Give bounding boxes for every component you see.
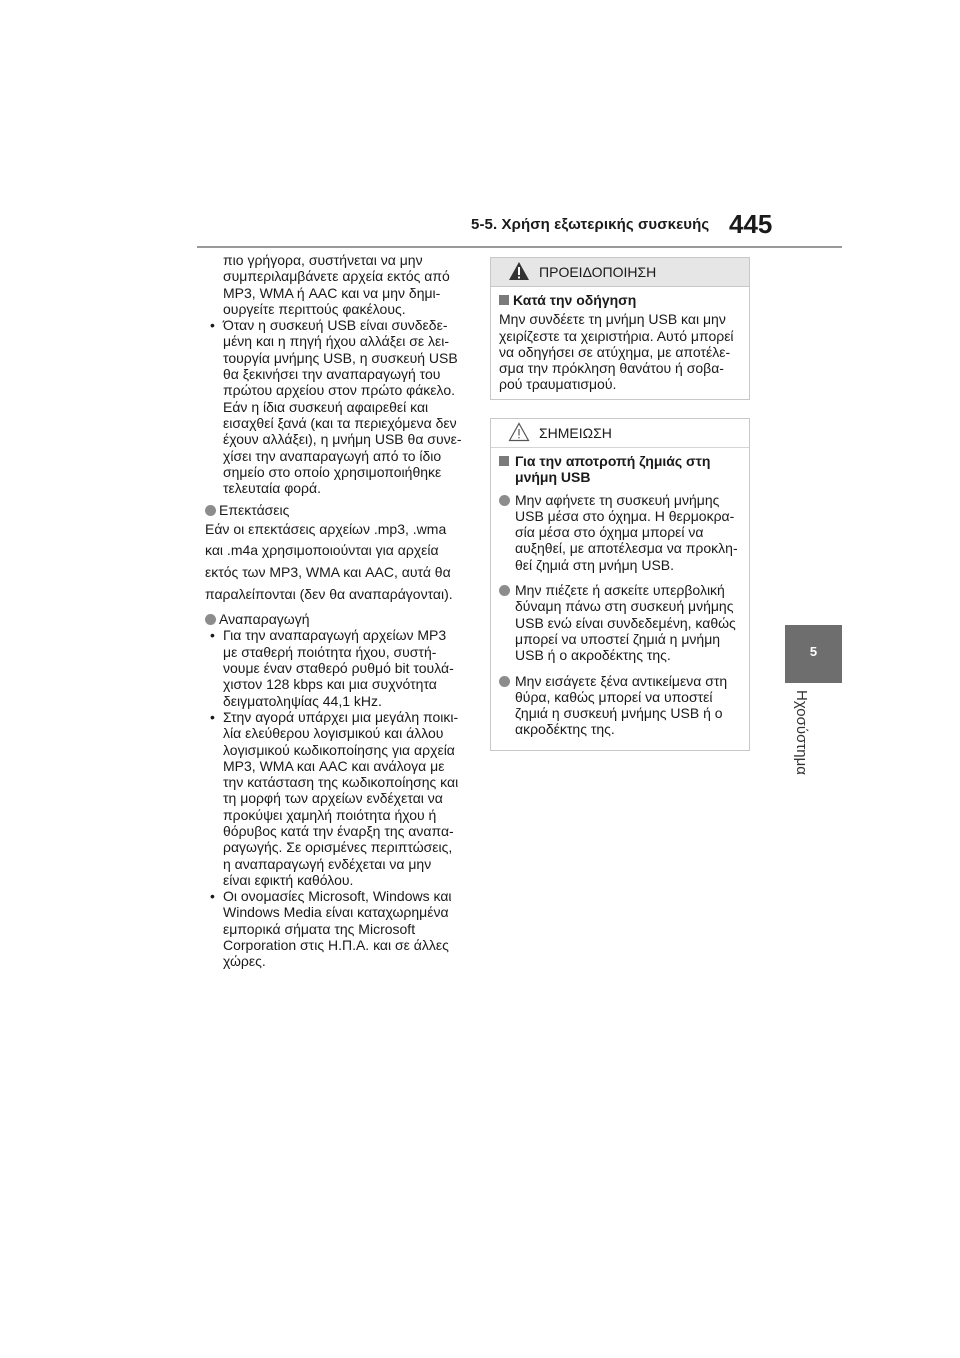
text-line: Όταν η συσκευή USB είναι συνδεδε- — [223, 317, 448, 334]
text-line: ακροδέκτης της. — [515, 721, 615, 738]
text-line: την κατάσταση της κωδικοποίησης και — [223, 774, 459, 791]
text-line: δύναμη πάνω στη συσκευή μνήμης — [515, 598, 734, 615]
text-line: Στην αγορά υπάρχει μια μεγάλη ποικι- — [223, 708, 459, 725]
warning-subheading: Κατά την οδήγηση — [499, 292, 741, 308]
notice-subheading: Για την αποτροπή ζημιάς στη μνήμη USB — [499, 453, 741, 486]
text-line: πιο γρήγορα, συστήνεται να μην — [223, 252, 423, 268]
bullet-usb-resume — [205, 317, 480, 496]
notice-item-force — [499, 582, 741, 663]
text-line: και .m4a χρησιμοποιούνται για αρχεία — [205, 542, 439, 559]
text-line: Εάν η ίδια συσκευή αφαιρεθεί και — [223, 398, 429, 415]
text-line: έχουν αλλάξει), η μνήμη USB θα συνε- — [223, 431, 462, 448]
text-line: Corporation στις Η.Π.Α. και σε άλλες — [223, 937, 449, 954]
text-line: τελευταία φορά. — [223, 480, 321, 497]
text-line: πρώτου αρχείου στον πρώτο φάκελο. — [223, 382, 455, 399]
extensions-paragraph — [205, 519, 480, 605]
text-line: μπορεί να υποστεί ζημιά η μνήμη — [515, 630, 721, 647]
warning-icon — [508, 261, 530, 281]
notice-header — [491, 419, 749, 448]
bullet-trademarks — [205, 888, 480, 969]
playback-heading: Αναπαραγωγή — [205, 611, 480, 627]
text-line: μένη και η πηγή ήχου αλλάξει σε λει- — [223, 333, 450, 350]
chapter-tab: 5 — [785, 625, 842, 683]
bullet-encoding — [205, 709, 480, 888]
text-line: Οι ονομασίες Microsoft, Windows και — [223, 888, 452, 905]
text-line: αυξηθεί, με αποτέλεσμα να προκλη- — [515, 540, 738, 557]
text-line: εισαχθεί ξανά (και τα περιεχόμενα δεν — [223, 414, 457, 431]
text-line: Windows Media είναι καταχωρημένα — [223, 904, 449, 921]
extensions-heading: Επεκτάσεις — [205, 502, 480, 518]
text-line: δειγματοληψίας 44,1 kHz. — [223, 692, 382, 709]
circle-bullet-icon — [499, 495, 510, 506]
text-line: συμπεριλαμβάνετε αρχεία εκτός από — [223, 268, 450, 285]
page-number: 445 — [729, 209, 773, 239]
text-line: USB ή ο ακροδέκτης της. — [515, 647, 671, 664]
text-line: παραλείπονται (δεν θα αναπαράγονται). — [205, 585, 453, 602]
text-line: θύρα, καθώς μπορεί να υποστεί — [515, 688, 713, 705]
text-line: ραγωγής. Σε ορισμένες περιπτώσεις, — [223, 839, 453, 856]
text-line: Μην εισάγετε ξένα αντικείμενα στη — [515, 672, 728, 689]
caution-outline-icon — [508, 422, 530, 442]
bullet-dot: • — [210, 317, 215, 334]
text-line: εμπορικά σήματα της Microsoft — [223, 920, 416, 937]
text-line: χιστον 128 kbps και μια συχνότητα — [223, 676, 437, 693]
header-rule — [197, 246, 842, 248]
text-line: Για την αναπαραγωγή αρχείων MP3 — [223, 627, 447, 644]
text-line: χίσει την αναπαραγωγή από το ίδιο — [223, 447, 442, 464]
text-line: εκτός των MP3, WMA και AAC, αυτά θα — [205, 563, 451, 580]
chapter-label: Ηχοσύστημα — [793, 690, 810, 775]
bullet-dot: • — [210, 627, 215, 644]
text-line: Μην συνδέετε τη μνήμη USB και μην — [499, 311, 726, 328]
square-bullet-icon — [499, 295, 509, 305]
text-line: με σταθερή ποιότητα ήχου, συστή- — [223, 643, 437, 660]
warning-body — [491, 287, 749, 399]
notice-box — [490, 418, 750, 751]
text-line: είναι εφικτή καθόλου. — [223, 871, 354, 888]
text-line: Εάν οι επεκτάσεις αρχείων .mp3, .wma — [205, 520, 447, 537]
text-line: ρού τραυματισμού. — [499, 376, 617, 393]
bullet-dot: • — [210, 888, 215, 905]
text-line: να οδηγήσει σε ατύχημα, με αποτέλε- — [499, 343, 731, 360]
text-line: θόρυβος κατά την έναρξη της αναπα- — [223, 822, 454, 839]
text-line: σία μέσα στο όχημα μπορεί να — [515, 524, 704, 541]
circle-bullet-icon — [499, 676, 510, 687]
notice-title: ΣΗΜΕΙΩΣΗ — [539, 425, 612, 441]
text-line: σημείο στο οποίο χρησιμοποιήθηκε — [223, 463, 442, 480]
warning-header — [491, 258, 749, 287]
bullet-dot: • — [210, 708, 215, 725]
warning-box — [490, 257, 750, 400]
text-line: Μην αφήνετε τη συσκευή μνήμης — [515, 491, 720, 508]
notice-body — [491, 448, 749, 750]
text-line: λία ελεύθερου λογισμικού και άλλου — [223, 725, 444, 742]
text-line: MP3, WMA και AAC και ανάλογα με — [223, 757, 445, 774]
section-title: 5-5. Χρήση εξωτερικής συσκευής — [471, 216, 710, 233]
text-line: σμα την πρόκληση θανάτου ή σοβα- — [499, 360, 724, 377]
text-line: Μην πιέζετε ή ασκείτε υπερβολική — [515, 582, 725, 599]
intro-paragraph — [205, 252, 480, 317]
text-line: USB μέσα στο όχημα. Η θερμοκρα- — [515, 507, 735, 524]
text-line: η αναπαραγωγή ενδέχεται να μην — [223, 855, 432, 872]
text-line: χειρίζεστε τα χειριστήρια. Αυτό μπορεί — [499, 327, 734, 344]
circle-bullet-icon — [499, 585, 510, 596]
text-line: τουργία μνήμης USB, η συσκευή USB — [223, 349, 458, 366]
text-line: προκύψει χαμηλή ποιότητα ήχου ή — [223, 806, 437, 823]
notice-item-foreign-objects — [499, 673, 741, 738]
text-line: τη μορφή των αρχείων ενδέχεται να — [223, 790, 443, 807]
text-line: θεί ζημιά στη μνήμη USB. — [515, 556, 675, 573]
text-line: ουργείτε περιττούς φακέλους. — [223, 300, 406, 317]
circle-bullet-icon — [205, 505, 216, 516]
notice-item-heat — [499, 492, 741, 573]
square-bullet-icon — [499, 456, 509, 466]
text-line: λογισμικού κωδικοποίησης για αρχεία — [223, 741, 455, 758]
text-line: MP3, WMA ή AAC και να μην δημι- — [223, 284, 441, 301]
text-line: θα ξεκινήσει την αναπαραγωγή του — [223, 366, 441, 383]
circle-bullet-icon — [205, 614, 216, 625]
text-line: USB ενώ είναι συνδεδεμένη, καθώς — [515, 614, 736, 631]
text-line: ζημιά η συσκευή μνήμης USB ή ο — [515, 705, 723, 722]
text-line: νουμε έναν σταθερό ρυθμό bit τουλά- — [223, 660, 454, 677]
left-column — [205, 252, 480, 970]
bullet-bitrate — [205, 627, 480, 708]
warning-title: ΠΡΟΕΙΔΟΠΟΙΗΣΗ — [539, 264, 657, 280]
text-line: χώρες. — [223, 953, 266, 970]
